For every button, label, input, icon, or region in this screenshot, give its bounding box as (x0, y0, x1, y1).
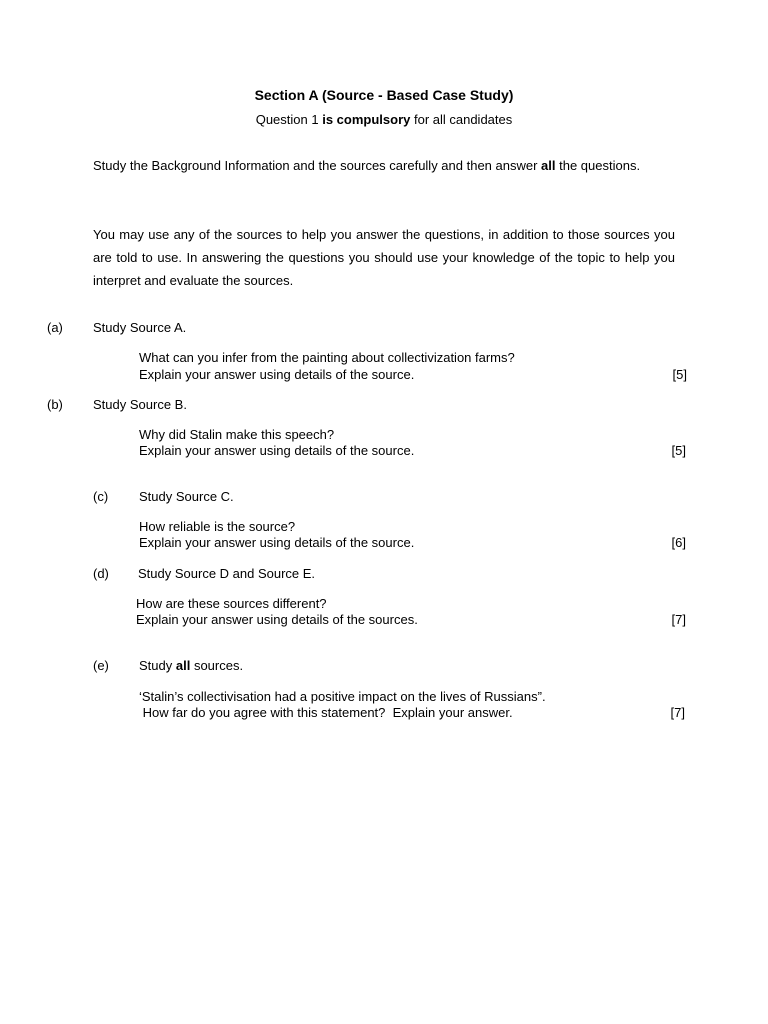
section-subtitle: Question 1 is compulsory for all candidates (255, 112, 513, 127)
question-line1-c: How reliable is the source? (139, 519, 296, 534)
question-study-c: Study Source C. (139, 489, 234, 504)
question-line2-e: How far do you agree with this statement? Explain your answer. (139, 705, 513, 720)
question-marks-c: [6] (671, 535, 686, 550)
question-line1-d: How are these sources different? (136, 596, 327, 611)
instructions-paragraph-2: You may use any of the sources to help you answer the questions, in addition to those sources you are told to use. In answering the questions you should use your knowledge of the topic to help you interpret and evaluate the sources. (93, 227, 675, 288)
section-title: Section A (Source - Based Case Study) (254, 87, 514, 103)
question-line1-b: Why did Stalin make this speech? (139, 427, 335, 442)
question-label-d: (d) (93, 566, 109, 581)
question-label-a: (a) (47, 320, 63, 335)
question-marks-b: [5] (671, 443, 686, 458)
question-marks-e: [7] (670, 705, 685, 720)
question-line1-e: ‘Stalin’s collectivisation had a positive impact on the lives of Russians”. (139, 689, 546, 704)
question-marks-d: [7] (671, 612, 686, 627)
question-line2-a: Explain your answer using details of the source. (139, 367, 415, 382)
question-study-e: Study all sources. (139, 658, 244, 673)
question-line2-c: Explain your answer using details of the source. (139, 535, 415, 550)
question-study-b: Study Source B. (93, 397, 187, 412)
question-line2-d: Explain your answer using details of the sources. (136, 612, 418, 627)
question-label-c: (c) (93, 489, 109, 504)
question-label-e: (e) (93, 658, 109, 673)
question-line1-a: What can you infer from the painting about collectivization farms? (139, 350, 515, 365)
question-study-d: Study Source D and Source E. (138, 566, 316, 581)
question-line2-b: Explain your answer using details of the source. (139, 443, 415, 458)
question-marks-a: [5] (672, 367, 687, 382)
question-label-b: (b) (47, 397, 63, 412)
instructions-paragraph-1: Study the Background Information and the sources carefully and then answer all the questions. (93, 158, 641, 173)
question-study-a: Study Source A. (93, 320, 187, 335)
